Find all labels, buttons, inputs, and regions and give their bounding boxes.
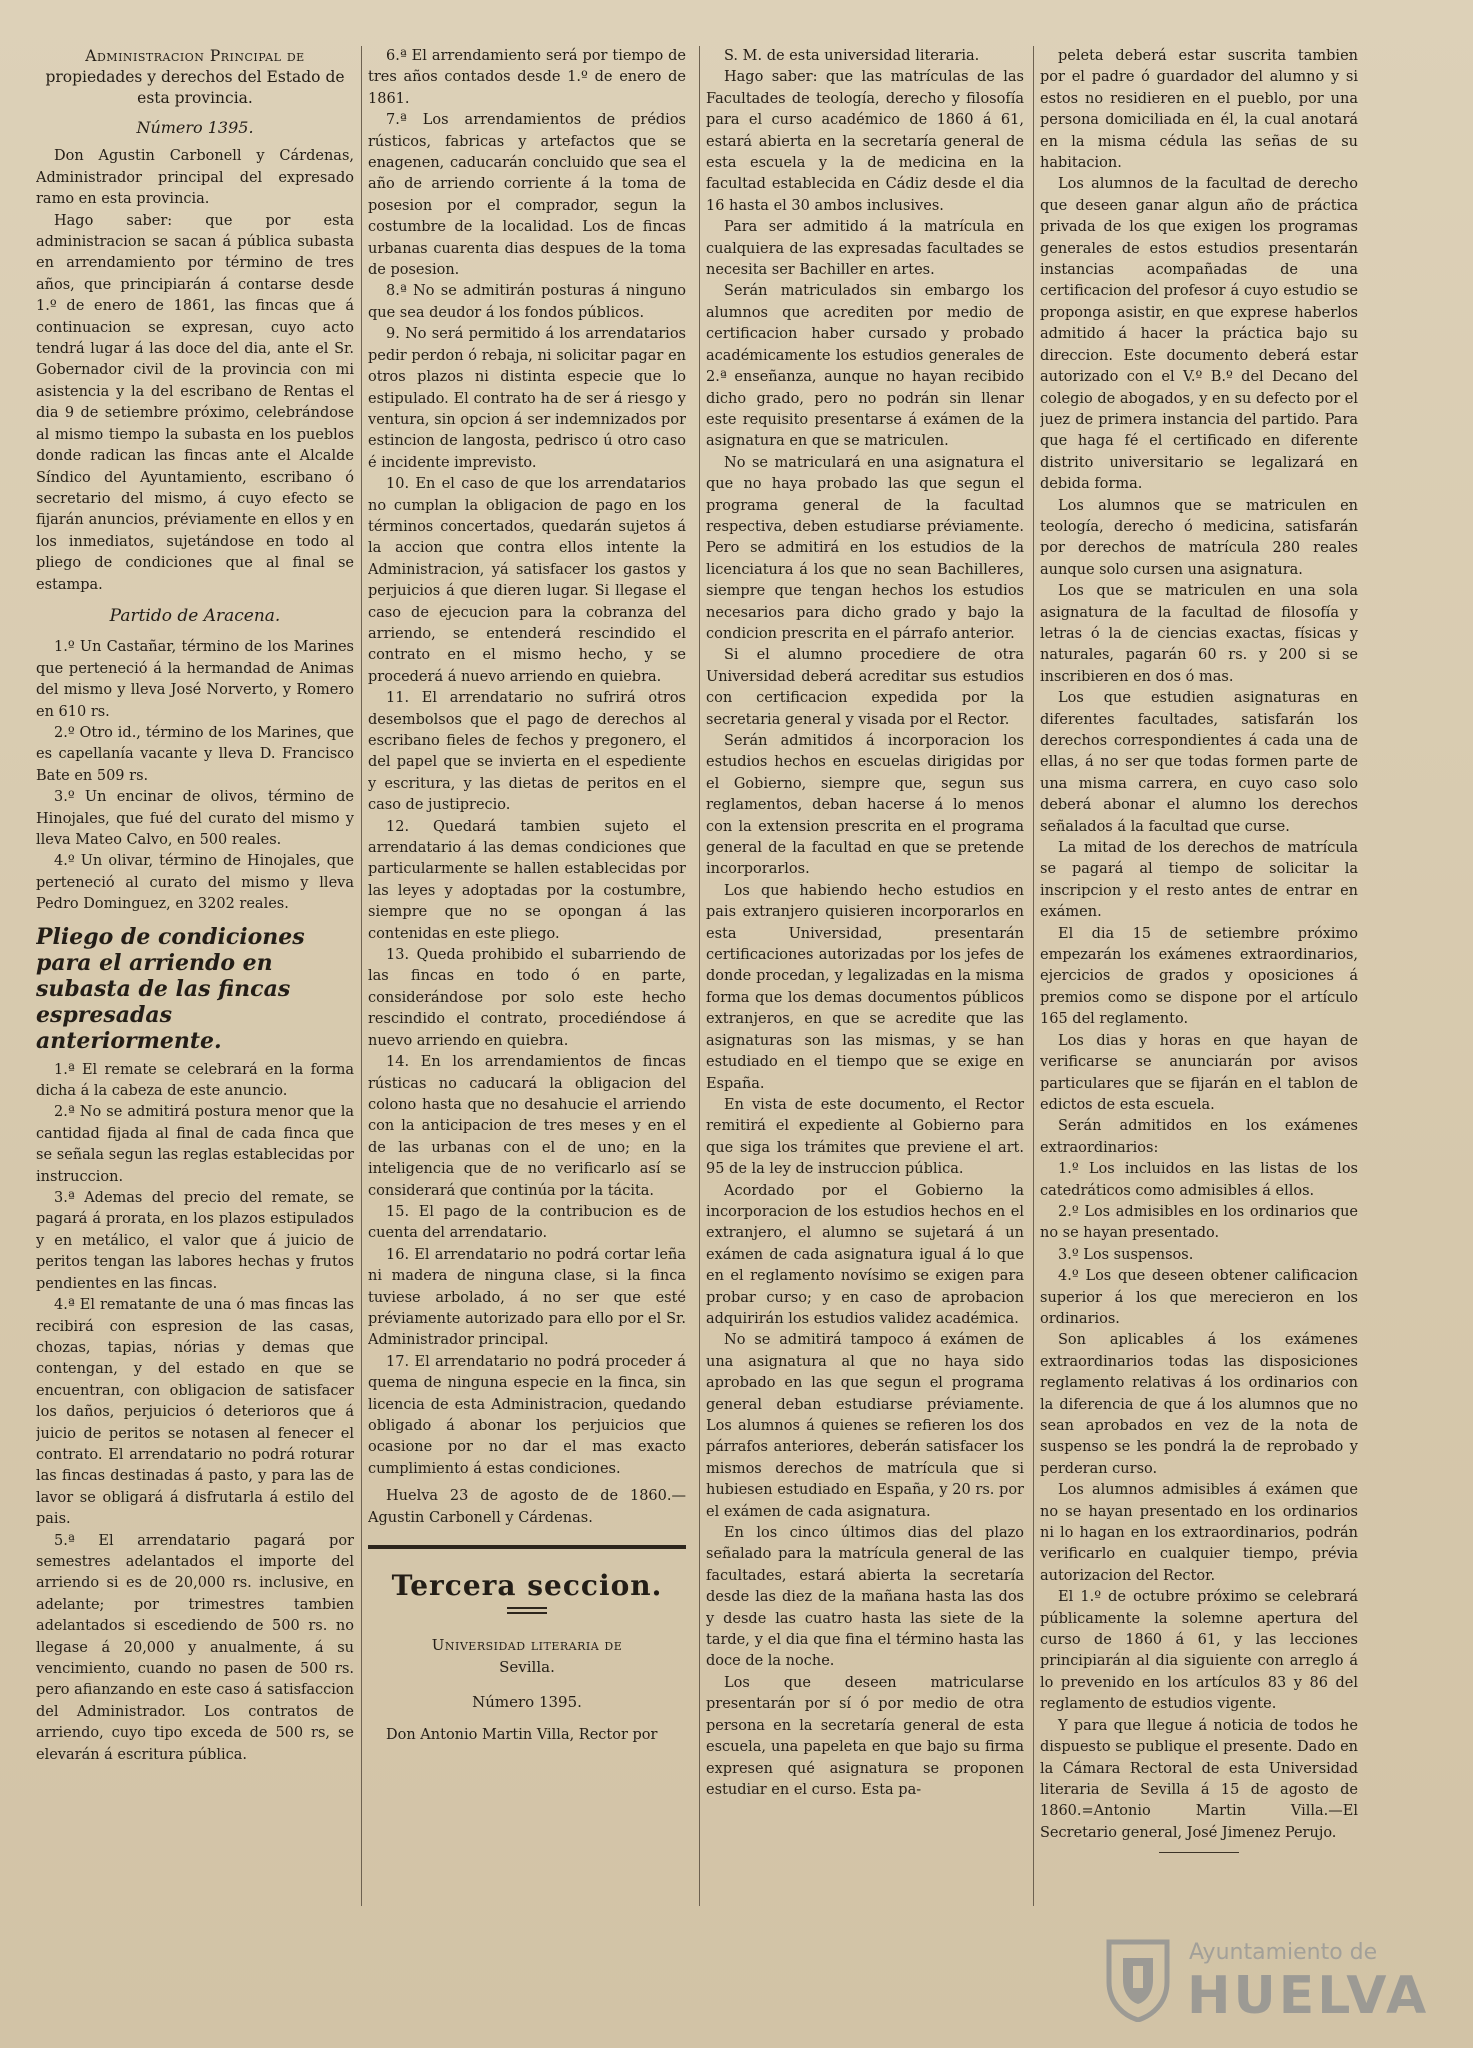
condition-item: 1.ª El remate se celebrará en la forma dicha á la cabeza de este anuncio. — [36, 1061, 354, 1100]
column-2 — [368, 46, 686, 1926]
watermark-main-text: HUELVA — [1187, 1966, 1430, 2026]
property-item: 1.º Un Castañar, término de los Marines que perteneció á la hermandad de Animas del mismo y lleva José Norverto, y Romero en 610 rs. — [36, 639, 354, 720]
paragraph: Los que deseen matricularse presentarán por sí ó por medio de otra persona en la secretaría general de esta escuela, una papeleta en que bajo su firma expresen qué asignatura se proponen estudiar en el curso. Esta pa- — [706, 1674, 1024, 1798]
paragraph: 4.º Los que deseen obtener calificacion superior á los que merecieron en los ordinarios. — [1040, 1268, 1358, 1327]
district-heading: Partido de Aracena. — [109, 605, 281, 626]
column-3 — [706, 46, 1024, 1926]
property-item: 4.º Un olivar, término de Hinojales, que perteneció al curato del mismo y lleva Pedro Dominguez, en 3202 reales. — [36, 853, 354, 913]
column-4 — [1040, 46, 1358, 1926]
condition-item: 5.ª El arrendatario pagará por semestres adelantados el importe del arriendo si es de 20,000 rs. inclusive, en adelante; por trimestres tambien adelantados si escediendo de 500 rs. no llegase á 20,000 y anualmente, á su vencimiento, cuando no pasen de 500 rs. pero afianzando en este caso á satisfaccion del Administrador. Los contratos de arriendo, cuyo tipo exceda de 500 rs, se elevarán á escritura pública. — [36, 1532, 354, 1763]
condition-item: 6.ª El arrendamiento será por tiempo de tres años contados desde 1.º de enero de 1861. — [368, 48, 686, 107]
condition-item: 13. Queda prohibido el subarriendo de las fincas en todo ó en parte, considerándose por solo este hecho rescindido el contrato, procediéndose á nuevo arriendo en quiebra. — [368, 947, 686, 1049]
condition-item: 2.ª No se admitirá postura menor que la cantidad fijada al final de cada finca que se señala segun las reglas establecidas por instruccion. — [36, 1104, 354, 1185]
condition-item: 9. No será permitido á los arrendatarios pedir perdon ó rebaja, ni solicitar pagar en otros plazos ni distinta especie que lo estipulado. El contrato ha de ser á riesgo y ventura, sin opcion á ser indemnizados por estincion de langosta, pedrisco ú otro caso é incidente imprevisto. — [368, 326, 686, 471]
condition-item: 10. En el caso de que los arrendatarios no cumplan la obligacion de pago en los términos concertados, quedarán sujetos á la accion que contra ellos intente la Administracion, yá satisfacer los gastos y perjuicios á que dieren lugar. Si llegase el caso de ejecucion para la cobranza del arriendo, se entenderá rescindido el contrato en el mismo hecho, y se procederá á nuevo arriendo en quiebra. — [368, 476, 686, 685]
column-rule — [699, 46, 700, 1906]
paragraph: Son aplicables á los exámenes extraordinarios todas las disposiciones reglamento relativas á los ordinarios con la diferencia de que á los alumnos que no sean aprobados en vez de la nota de suspenso se les pondrá la de reprobado y perderan curso. — [1040, 1332, 1358, 1477]
intro-paragraph: Don Agustin Carbonell y Cárdenas, Administrador principal del expresado ramo en esta provincia. — [36, 148, 354, 208]
paragraph: Serán admitidos en los exámenes extraordinarios: — [1040, 1118, 1358, 1156]
condition-item: 15. El pago de la contribucion es de cuenta del arrendatario. — [368, 1203, 686, 1242]
university-caps: Universidad literaria de — [431, 1636, 623, 1655]
paragraph: 2.º Los admisibles en los ordinarios que no se hayan presentado. — [1040, 1203, 1358, 1242]
property-item: 2.º Otro id., término de los Marines, que es capellanía vacante y lleva D. Francisco Bate en 509 rs. — [36, 724, 354, 784]
paragraph: No se admitirá tampoco á exámen de una asignatura al que no haya sido aprobado en las que segun el programa general deban estudiarse préviamente. Los alumnos á quienes se refieren los dos párrafos anteriores, deberán satisfacer los mismos derechos de matrícula que si hubiesen estudiado en España, y 20 rs. por el exámen de cada asignatura. — [706, 1332, 1024, 1520]
double-rule — [507, 1607, 547, 1614]
heading-caps: Administracion Principal de — [85, 47, 305, 65]
watermark-top-text: Ayuntamiento de — [1189, 1940, 1378, 1965]
condition-item: 12. Quedará tambien sujeto el arrendatario á las demas condiciones que particularmente se hallen establecidas por las leyes y adoptadas por la costumbre, siempre que no se opongan á las contenidas en este pliego. — [368, 818, 686, 942]
paragraph: S. M. de esta universidad literaria. — [724, 48, 980, 64]
condition-item: 11. El arrendatario no sufrirá otros desembolsos que el pago de derechos al escribano fieles de fechos y pregonero, el del papel que se invierta en el espediente y escritura, y las dietas de peritos en el caso de justiprecio. — [368, 690, 686, 814]
paragraph: Hago saber: que las matrículas de las Facultades de teología, derecho y filosofía para el curso académico de 1860 á 61, estará abierta en la secretaría general de esta escuela y la de medicina en la facultad establecida en Cádiz desde el dia 16 hasta el 30 ambos inclusives. — [706, 69, 1024, 214]
paragraph: Los alumnos admisibles á exámen que no se hayan presentado en los ordinarios ni lo hagan en los extraordinarios, podrán verificarlo en cualquier tiempo, prévia autorizacion del Rector. — [1040, 1482, 1358, 1584]
section-title: Tercera seccion. — [391, 1569, 663, 1603]
end-rule — [1159, 1852, 1239, 1853]
university-rest: Sevilla. — [499, 1658, 555, 1677]
paragraph: Los alumnos de la facultad de derecho que deseen ganar algun año de práctica privada de los que exigen los programas generales de estos estudios presentarán instancias acompañadas de una certificacion del profesor á cuyo estudio se proponga asistir, en que exprese haberlos admitido á hacer la práctica bajo su direccion. Este documento deberá estar autorizado con el V.º B.º del Decano del colegio de abogados, y en su defecto por el juez de primera instancia del partido. Para que haga fé el certificado en diferente distrito universitario se legalizará en debida forma. — [1040, 176, 1358, 493]
condition-item: 3.ª Ademas del precio del remate, se pagará á prorata, en los plazos estipulados y en metálico, el valor que á juicio de peritos tengan las labores hechas y frutos pendientes en las fincas. — [36, 1190, 354, 1292]
paragraph: Los que estudien asignaturas en diferentes facultades, satisfarán los derechos correspondientes á cada una de ellas, á no ser que todas formen parte de una misma carrera, en cuyo caso solo deberá abonar el alumno los derechos señalados á la facultad que curse. — [1040, 690, 1358, 835]
paragraph: Serán admitidos á incorporacion los estudios hechos en escuelas dirigidas por el Gobierno, siempre que, segun sus reglamentos, deban hacerse á lo menos con la extension prescrita en el programa general de la facultad en que se pretende incorporarlos. — [706, 733, 1024, 878]
intro-paragraph: Hago saber: que por esta administracion se sacan á pública subasta en arrendamiento por término de tres años, que principiarán á contarse desde 1.º de enero de 1861, las fincas que á continuacion se expresan, cuyo acto tendrá lugar á las doce del dia, ante el Sr. Gobernador civil de la provincia con mi asistencia y la del escribano de Rentas el dia 9 de setiembre próximo, celebrándose al mismo tiempo la subasta en los pueblos donde radican las fincas ante el Alcalde Síndico del Ayuntamiento, escribano ó secretario del mismo, á cuyo efecto se fijarán anuncios, préviamente en ellos y en los inmediatos, sujetándose en todo al pliego de condiciones que al final se estampa. — [36, 212, 354, 593]
administration-heading — [36, 46, 354, 109]
condition-item: 16. El arrendatario no podrá cortar leña ni madera de ninguna clase, si la finca tuviese arbolado, á no ser que esté préviamente autorizado para ello por el Sr. Administrador principal. — [368, 1246, 686, 1349]
paragraph: Los alumnos que se matriculen en teología, derecho ó medicina, satisfarán por derechos de matrícula 280 reales aunque solo cursen una asignatura. — [1040, 497, 1358, 578]
paragraph: Los que habiendo hecho estudios en pais extranjero quisieren incorporarlos en esta Universidad, presentarán certificaciones autorizadas por los jefes de donde procedan, y legalizadas en la misma forma que los demas documentos públicos extranjeros, en que se acredite que las asignaturas son las mismas, y se han estudiado en el tiempo que se exige en España. — [706, 882, 1024, 1092]
paragraph: Los dias y horas en que hayan de verificarse se anunciarán por avisos particulares que se fijarán en el tablon de edictos de esta escuela. — [1040, 1032, 1358, 1113]
heading-rest: propiedades y derechos del Estado de esta provincia. — [45, 68, 345, 107]
paragraph: La mitad de los derechos de matrícula se pagará al tiempo de solicitar la inscripcion y el resto antes de entrar en exámen. — [1040, 840, 1358, 921]
paragraph: 3.º Los suspensos. — [1058, 1246, 1194, 1263]
paragraph: Los que se matriculen en una sola asignatura de la facultad de filosofía y letras ó la de ciencias exactas, físicas y naturales, pagarán 60 rs. y 200 si se inscribieren en dos ó mas. — [1040, 583, 1358, 685]
paragraph: Y para que llegue á noticia de todos he dispuesto se publique el presente. Dado en la Cámara Rectoral de esta Universidad literaria de Sevilla á 15 de agosto de 1860.=Antonio Martin Villa.—El Secretario general, José Jimenez Perujo. — [1040, 1717, 1358, 1841]
rector-intro: Don Antonio Martin Villa, Rector por — [386, 1727, 658, 1744]
paragraph: El dia 15 de setiembre próximo empezarán los exámenes extraordinarios, ejercicios de grados y oposiciones á premios como se dispone por el artículo 165 del reglamento. — [1040, 925, 1358, 1028]
paragraph: En vista de este documento, el Rector remitirá el expediente al Gobierno para que siga los trámites que previene el art. 95 de la ley de instruccion pública. — [706, 1096, 1024, 1178]
paragraph: 1.º Los incluidos en las listas de los catedráticos como admisibles á ellos. — [1040, 1161, 1358, 1199]
notice-number: Número 1395. — [136, 118, 254, 137]
condition-item: 7.ª Los arrendamientos de prédios rústicos, fabricas y artefactos que se enagenen, caducarán concluido que sea el año de arriendo corriente á la toma de posesion por el comprador, segun la costumbre de la localidad. Los de fincas urbanas cuarenta dias despues de la toma de posesion. — [368, 112, 686, 279]
condition-item: 17. El arrendatario no podrá proceder á quema de ninguna especie en la finca, sin licencia de esta Administracion, quedando obligado á abonar los perjuicios que ocasione por no dar el mas exacto cumplimiento á estas condiciones. — [368, 1353, 686, 1477]
property-item: 3.º Un encinar de olivos, término de Hinojales, que fué del curato del mismo y lleva Mateo Calvo, en 500 reales. — [36, 789, 354, 848]
paragraph: Serán matriculados sin embargo los alumnos que acrediten por medio de certificacion haber cursado y probado académicamente los estudios generales de 2.ª enseñanza, aunque no hayan recibido dicho grado, pero no podrán sin llenar este requisito presentarse á exámen de la asignatura en que se matriculen. — [706, 283, 1024, 450]
condition-item: 14. En los arrendamientos de fincas rústicas no caducará la obligacion del colono hasta que no desahucie el arriendo con la anticipacion de tres meses y en el de las urbanas con el de uno; en la inteligencia que de no verificarlo así se considerará que continúa por la tácita. — [368, 1054, 686, 1199]
column-rule — [361, 46, 362, 1906]
watermark-logo — [1103, 1930, 1433, 2030]
paragraph: El 1.º de octubre próximo se celebrará públicamente la solemne apertura del curso de 1860 á 61, y las lecciones principiarán al dia siguiente con arreglo á lo prevenido en los artículos 83 y 86 del reglamento de estudios vigente. — [1040, 1589, 1358, 1713]
city-shield-icon — [1103, 1936, 1173, 2022]
paragraph: No se matriculará en una asignatura el que no haya probado las que segun el programa general de la facultad respectiva, deben estudiarse préviamente. Pero se admitirá en los estudios de la licenciatura á los que no sean Bachilleres, siempre que tengan hechos los estudios necesarios para dicho grado y bajo la condicion prescrita en el párrafo anterior. — [706, 454, 1024, 642]
paragraph: Para ser admitido á la matrícula en cualquiera de las expresadas facultades se necesita ser Bachiller en artes. — [706, 219, 1024, 279]
university-heading — [368, 1634, 686, 1678]
paragraph: Acordado por el Gobierno la incorporacion de los estudios hechos en el extranjero, el alumno se sujetará á un exámen de cada asignatura igual á lo que en el reglamento novísimo se exigen para probar curso; y en caso de aprobacion adquirirán los estudios validez académica. — [706, 1182, 1024, 1327]
notice-number: Número 1395. — [472, 1693, 582, 1712]
signature-line: Huelva 23 de agosto de de 1860.—Agustin Carbonell y Cárdenas. — [368, 1488, 686, 1526]
paragraph: Si el alumno procediere de otra Universidad deberá acreditar sus estudios con certificacion expedida por la secretaria general y visada por el Rector. — [706, 647, 1024, 728]
condition-item: 4.ª El rematante de una ó mas fincas las recibirá con espresion de las casas, chozas, tapias, nórias y demas que contengan, y del estado en que se encuentran, con obligacion de satisfacer los daños, perjuicios ó deterioros que á juicio de peritos se notasen al fenecer el contrato. El arrendatario no podrá roturar las fincas destinadas á pasto, y para las de lavor se obligará á disfrutarla á estilo del pais. — [36, 1297, 354, 1528]
condition-item: 8.ª No se admitirán posturas á ninguno que sea deudor á los fondos públicos. — [368, 283, 686, 321]
paragraph: peleta deberá estar suscrita tambien por el padre ó guardador del alumno y si estos no residieren en el pueblo, por una persona domiciliada en él, la cual anotará en la misma cédula las señas de su habitacion. — [1040, 48, 1358, 172]
paragraph: En los cinco últimos dias del plazo señalado para la matrícula general de las facultades, estará abierta la secretaría desde las diez de la mañana hasta las dos y desde las cuatro hasta las siete de la tarde, y el dia que fina el término hasta las doce de la noche. — [706, 1525, 1024, 1670]
column-1 — [36, 46, 354, 1926]
third-section-block — [368, 1545, 686, 1747]
column-rule — [1033, 46, 1034, 1906]
section-divider — [368, 1545, 686, 1549]
conditions-title: Pliego de condiciones para el arriendo en subasta de las fincas espresadas anteriormente. — [36, 923, 305, 1054]
